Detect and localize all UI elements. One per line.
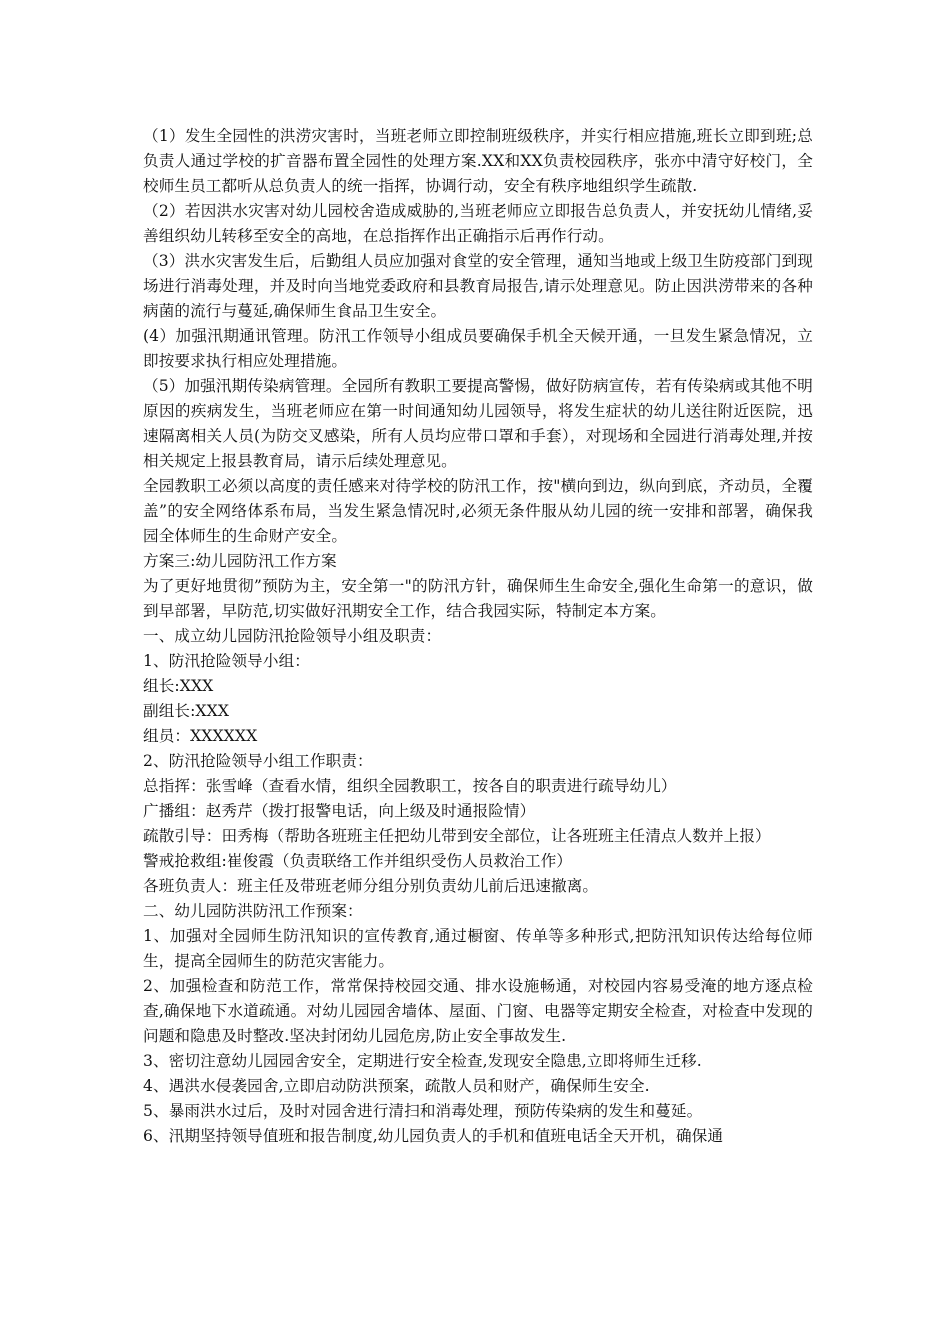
duty-commander: 总指挥：张雪峰（查看水情，组织全园教职工，按各自的职责进行疏导幼儿） — [143, 777, 677, 795]
plan-item-2: 2、加强检查和防范工作，常常保持校园交通、排水设施畅通，对校园内容易受淹的地方逐点检查,确保地下水道疏通。对幼儿园园舍墙体、屋面、门窗、电器等定期安全检查，对检查中发现的问题和隐患及时整改.坚决封闭幼儿园危房,防止安全事故发生. — [143, 977, 813, 1045]
paragraph-6: 全园教职工必须以高度的责任感来对待学校的防汛工作，按"横向到边，纵向到底，齐动员，全覆盖”的安全网络体系布局，当发生紧急情况时,必须无条件服从幼儿园的统一安排和部署，确保我园全体师生的生命财产安全。 — [143, 477, 813, 545]
paragraph-2: （2）若因洪水灾害对幼儿园校舍造成威胁的,当班老师应立即报告总负责人，并安抚幼儿情绪,妥善组织幼儿转移至安全的高地，在总指挥作出正确指示后再作行动。 — [143, 202, 813, 245]
section-heading-plan-three: 方案三:幼儿园防汛工作方案 — [143, 552, 337, 570]
duty-evacuation: 疏散引导：田秀梅（帮助各班班主任把幼儿带到安全部位，让各班班主任清点人数并上报） — [143, 827, 771, 845]
plan-item-5: 5、暴雨洪水过后，及时对园舍进行清扫和消毒处理，预防传染病的发生和蔓延。 — [143, 1102, 703, 1120]
paragraph-1: （1）发生全园性的洪涝灾害时，当班老师立即控制班级秩序，并实行相应措施,班长立即到班;总负责人通过学校的扩音器布置全园性的处理方案.XX和XX负责校园秩序，张亦中清守好校门，全校师生员工都听从总负责人的统一指挥，协调行动，安全有秩序地组织学生疏散. — [143, 127, 813, 195]
section-heading-one: 一、成立幼儿园防汛抢险领导小组及职责： — [143, 627, 442, 645]
document-body — [143, 124, 813, 1149]
group-members-line: 组员：XXXXXX — [143, 727, 258, 745]
subheading-leadership-group: 1、防汛抢险领导小组： — [143, 652, 310, 670]
plan-item-3: 3、密切注意幼儿园园舍安全，定期进行安全检查,发现安全隐患,立即将师生迁移. — [143, 1052, 702, 1070]
paragraph-3: （3）洪水灾害发生后，后勤组人员应加强对食堂的安全管理，通知当地或上级卫生防疫部门到现场进行消毒处理，并及时向当地党委政府和县教育局报告,请示处理意见。防止因洪涝带来的各种病菌的流行与蔓延,确保师生食品卫生安全。 — [143, 252, 813, 320]
section-heading-two: 二、幼儿园防洪防汛工作预案： — [143, 902, 363, 920]
paragraph-8: 为了更好地贯彻”预防为主，安全第一"的防汛方针，确保师生生命安全,强化生命第一的意识，做到早部署，早防范,切实做好汛期安全工作，结合我园实际，特制定本方案。 — [143, 577, 813, 620]
duty-broadcast: 广播组：赵秀芹（拨打报警电话，向上级及时通报险情） — [143, 802, 536, 820]
deputy-leader-line: 副组长:XXX — [143, 702, 230, 720]
subheading-duties: 2、防汛抢险领导小组工作职责： — [143, 752, 373, 770]
duty-class-leaders: 各班负责人：班主任及带班老师分组分别负责幼儿前后迅速撤离。 — [143, 877, 599, 895]
group-leader-line: 组长:XXX — [143, 677, 214, 695]
plan-item-1: 1、加强对全园师生防汛知识的宣传教育,通过橱窗、传单等多种形式,把防汛知识传达给每位师生，提高全园师生的防范灾害能力。 — [143, 927, 813, 970]
plan-item-4: 4、遇洪水侵袭园舍,立即启动防洪预案，疏散人员和财产，确保师生安全. — [143, 1077, 650, 1095]
paragraph-4: (4）加强汛期通讯管理。防汛工作领导小组成员要确保手机全天候开通，一旦发生紧急情况，立即按要求执行相应处理措施。 — [143, 327, 813, 370]
paragraph-5: （5）加强汛期传染病管理。全园所有教职工要提高警惕，做好防病宣传，若有传染病或其他不明原因的疾病发生，当班老师应在第一时间通知幼儿园领导，将发生症状的幼儿送往附近医院，迅速隔离相关人员(为防交叉感染，所有人员均应带口罩和手套），对现场和全园进行消毒处理,并按相关规定上报县教育局，请示后续处理意见。 — [143, 377, 813, 470]
plan-item-6: 6、汛期坚持领导值班和报告制度,幼儿园负责人的手机和值班电话全天开机，确保通 — [143, 1127, 724, 1145]
duty-rescue: 警戒抢救组:崔俊霞（负责联络工作并组织受伤人员救治工作） — [143, 852, 573, 870]
